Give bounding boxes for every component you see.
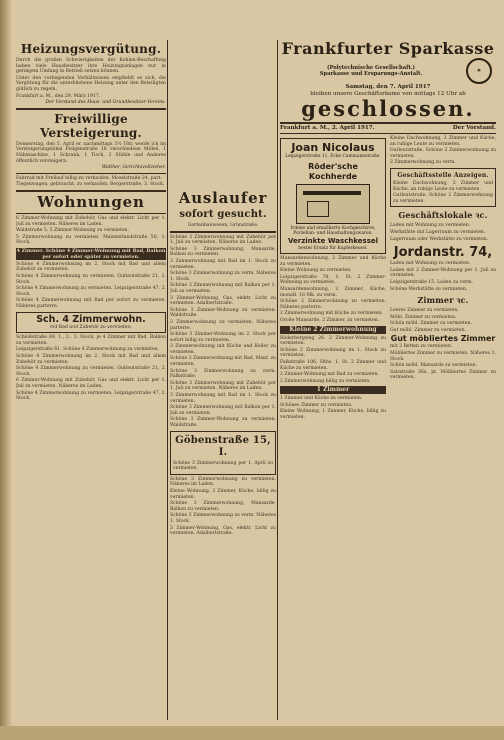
col-a-more-1: Röderbergweg 26. 2 Zimmer-Wohnung zu vermieten. [280,335,386,347]
nicolaus-name: Joan Nicolaus [291,141,375,154]
col-b-more-1: Laden mit Wohnung zu vermieten. [390,223,471,229]
col-a-1: Mansardenwohnung, 2 Zimmer und Küche zu vermieten. [280,256,386,267]
anzeigen-line-2: Gutleutstraße. Schöne 2 Zimmerwohnung zu vermieten. [393,193,493,204]
col-a-box2: 1 Zimmer [280,386,386,394]
datebar-left: Frankfurt a. M., 2. April 1917. [280,125,375,131]
middle-column [170,40,276,538]
col-b-tail-2: Leipzigerstraße 15. Laden zu verm. [390,279,474,285]
nicolaus-ad [280,138,386,254]
sparkasse-row [280,58,496,84]
col-a-5: Schöne 2 Zimmerwohnung zu vermieten. Näheres parterre. [280,299,386,310]
more-listing-2: Leipzigerstraße 61. Schöne 4 Zimmerwohnung zu vermieten. [16,347,160,353]
mid-final-4: Schöne 3 Zimmerwohnung zu verm. Näheres 1. Stock. [170,513,276,524]
mid-listing-6: 3 Zimmer-Wohnung, Gas, elektr. Licht zu vermieten. Adalbertstraße. [170,295,276,307]
divider [16,108,166,110]
box-ad-title: Sch. 4 Zimmerwohn. [36,313,146,325]
auction-signature: Walther, Gerichtsvollzieher. [101,165,166,171]
datebar-right: Der Vorstand. [452,125,496,131]
sparkasse-note: bleiben unsere Geschäftsräume von mittags 12 Uhr ab [310,91,466,97]
anzeigen-box [390,168,496,207]
col-a-box: Kleine 2 Zimmerwohnung [280,326,386,334]
col-a-7: Große Mansarde, 2 Zimmer, zu vermieten. [280,317,380,323]
col-a-more-3: Falkstraße 106, Hths. 1. St. 2 Zimmer und Küche zu vermieten. [280,359,386,371]
col-b-tail-3: Schöne Werkstätte zu vermieten. [390,286,468,292]
col-b-more-2: Werkstätte mit Lagerraum zu vermieten. [390,229,486,235]
col-b-zimmer-3: Schön möbl. Zimmer zu vermieten. [390,321,472,327]
col-b-zimmer-2: Möbl. Zimmer zu vermieten. [390,314,457,320]
nicolaus-product: Röder'sche Kochherde [308,161,358,181]
mid-listing-16: Schöne 3 Zimmer-Wohnung zu vermieten. Waldstraße. [170,417,276,428]
gut-sub: mit 2 Betten zu vermieten. [390,344,453,350]
heating-paragraph-3: Frankfurt a. M., den 29. März 1917. [16,93,101,99]
divider [16,190,166,192]
listing-repeat-3: 6 Zimmer-Wohnung mit Zubehör, Gas und elektr. Licht per 1. Juli zu vermieten. Näheres im Laden. [16,378,166,389]
sparkasse-sub: (Polytechnische Gesellschaft.) [327,65,415,71]
divider [170,231,276,233]
sparkasse-date: Samstag, den 7. April 1917 [345,84,431,90]
col-a-tail-3: Kleine Wohnung, 1 Zimmer, Küche, billig zu vermieten. [280,409,386,421]
col-a-2: Kleine Wohnung zu vermieten. [280,268,352,274]
col-b-1: Kleine Dachwohnung, 2 Zimmer und Küche, an ruhige Leute zu vermieten. [390,136,496,147]
section-bar-4-zimmer: 4 Zimmer. Schöne 4 Zimmer-Wohnung mit Bad, Balkon per sofort oder später zu vermieten. [16,247,166,260]
col-b-tail-1: Laden mit 2 Zimmer-Wohnung per 1. Juli zu vermieten. [390,267,496,279]
col-a-more-4: 2 Zimmer-Wohnung mit Bad zu vermieten. [280,372,379,378]
goeben-box [170,431,276,475]
mid-listing-11: Schöne 3 Zimmerwohnung mit Bad, Manf. zu vermieten. [170,356,276,368]
col-a-6: 2 Zimmerwohnung mit Küche zu vermieten. [280,311,383,317]
wohnungen-heading: Wohnungen [37,192,145,211]
more-listing-1: Schloßstraße 89, 1., 2., 3. Stock, je 4 Zimmer mit Bad, Balkon zu vermieten. [16,335,166,346]
mid-listing-1: Schöne 3 Zimmerwohnung mit Zubehör per 1. Juli zu vermieten. Näheres im Laden. [170,234,276,246]
box-ad-4-zimmer [16,312,166,334]
listing-8: Schöne 4 Zimmerwohnung mit Bad per sofort zu vermieten. Näheres parterre. [16,298,166,310]
small-ad-1: Fahrrad mit Freilauf billig zu verkaufen. Moselstraße 24, part. [16,175,162,181]
auction-text: Donnerstag, den 5. April er. nachmittags 3½ Uhr, werde ich im Versteigerungslokal Feilgenstraße 18 verschiedene Möbel, 1 Nähmaschine, 1 Schrank, 1 Tisch, 2 Stühle und Anderes öffentlich versteigern. [16,141,166,164]
listing-6: Schöne 4 Zimmerwohnung zu vermieten. Gutleutstraße 21, 2. Stock. [16,274,166,285]
mid-final-3: Schöne 3 Zimmerwohnung, Mansarde, Balkon zu vermieten. [170,501,276,512]
mid-listing-7: Schöne 3 Zimmer-Wohnung zu vermieten. Waldstraße. [170,307,276,319]
col-b-end-2: Schön möbl. Mansarde zu vermieten. [390,363,478,369]
col-a-more-2: Schöne 2 Zimmerwohnung im 1. Stock zu vermieten. [280,347,386,359]
jordanstr-sub: Laden mit Wohnung zu vermieten. [390,261,471,267]
page-bottom-band [0,726,504,740]
gut-heading: Gut möbliertes Zimmer [390,334,496,344]
mid-final-1: Schöne 3 Zimmerwohnung zu vermieten. Näheres im Laden. [170,476,276,488]
col-b-3: 2 Zimmerwohnung zu verm. [390,160,456,166]
auslaufer-text: Gartenbauwesen, Grünstraße. [187,223,259,228]
heating-paragraph-2: Unter den vorliegenden Verhältnissen empfiehlt es sich, die Vergütung für die unterbliebene Heizung unter den Beteiligten gütlich zu regeln. [16,75,166,92]
nicolaus-address: Leipzigerstraße 11, Ecke Cammannstraße. [285,154,381,159]
goeben-text: Schöne 3 Zimmerwohnung per 1. April zu vermieten. [173,460,273,472]
section-geschaeft: Geschäftslokale ꝛc. [398,210,488,221]
goeben-heading: Göbenstraße 15, I. [175,434,271,458]
sparkasse-closed: geschlossen. [301,96,475,121]
sparkasse-sub2: Sparkasse und Ersparungs-Anstalt. [319,71,423,77]
sparkasse-ad [280,40,496,120]
col-b-2: Gutleutstraße. Schöne 2 Zimmerwohnung zu vermieten. [390,148,496,159]
heating-signature: Der Vorstand des Haus- und Grundbesitzer-Vereins. [45,100,166,106]
mid-listing-13: Schöne 3 Zimmerwohnung mit Zubehör per 1. Juli zu vermieten. Näheres im Laden. [170,380,276,392]
nicolaus-tag-sub: bester Ersatz für Kupferkessel. [298,245,368,251]
listing-7: Schöne 4 Zimmerwohnung zu vermieten. Leipzigerstraße 47, 2. Stock. [16,286,166,297]
col-b-end-1: Möbliertes Zimmer zu vermieten. Näheres 1. Stock. [390,351,496,362]
auction-heading: Freiwillige Versteigerung. [40,111,142,140]
mid-listing-15: Schöne 3 Zimmerwohnung mit Balkon per 1. Juli zu vermieten. [170,405,276,416]
sparkasse-title [280,40,496,58]
stove-illustration-icon [296,184,370,224]
listing-repeat-2: Schöne 4 Zimmerwohnung zu vermieten. Gutleutstraße 21, 2. Stock. [16,366,166,377]
col-b-end-3: Salzstraße 36a, pt. Möbliertes Zimmer zu vermieten. [390,369,496,381]
mid-listing-8: 3 Zimmerwohnung zu vermieten. Näheres parterre. [170,319,276,331]
mid-listing-10: 3 Zimmerwohnung mit Küche und Keller zu vermieten. [170,344,276,355]
mid-listing-3: 3 Zimmerwohnung mit Bad im 1. Stock zu vermieten. [170,258,276,270]
auslaufer-sub: sofort gesucht. [179,209,267,220]
right-col-b [390,136,496,422]
right-col-a [280,136,386,422]
listing-2: Waldstraße 5. 5 Zimmer-Wohnung zu vermieten. [16,228,129,234]
page-edge-shadow [0,0,12,740]
column-rule-2 [277,40,278,720]
mid-listing-5: Schöne 3 Zimmerwohnung mit Balkon per 1. Juli zu vermieten. [170,283,276,294]
right-column [280,40,496,422]
anzeigen-heading: Geschäftsstelle Anzeigen. [397,171,489,179]
small-ad-2: Tiegenwagen, gebraucht, zu verkaufen. Bergerstraße, 3. Stock. [16,182,165,188]
col-a-4: Mansardenwohnung, 2 Zimmer, Küche, monatl. 18 Mk. zu verm. [280,286,386,298]
mid-final-5: 3 Zimmer-Wohnung, Gas, elektr. Licht zu vermieten. Adalbertstraße. [170,525,276,537]
col-a-more-5: 2 Zimmerwohnung billig zu vermieten. [280,378,371,384]
jordanstr-heading: Jordanstr. 74, [393,245,493,261]
col-a-tail-2: Schönes Zimmer zu vermieten. [280,402,353,408]
nicolaus-tag: Verzinkte Waschkessel [287,236,379,245]
section-zimmer: Zimmer ꝛc. [417,295,469,306]
nicolaus-note: Irdene und emaillierte Kochgeschirre, Porzellan- und Haushaltungswaren. [290,225,376,236]
divider [16,213,166,214]
mid-listing-14: 3 Zimmerwohnung mit Bad im 1. Stock zu vermieten. [170,393,276,404]
listing-5: Schöne 4 Zimmerwohnung im 2. Stock mit Bad und allem Zubehör zu vermieten. [16,261,166,273]
listing-repeat-1: Schöne 4 Zimmerwohnung im 2. Stock mit Bad und allem Zubehör zu vermieten. [16,354,166,365]
anzeigen-line-1: Kleine Dachwohnung, 2 Zimmer und Küche, an ruhige Leute zu vermieten. [393,180,493,192]
heating-paragraph-1: Durch die großen Schwierigkeiten der Kohlen-Beschaffung haben viele Hausbesitzer ihre Heizungsanlagen nur in geringem Umfang in Betrieb setzen können. [16,58,166,75]
sparkasse-datebar [280,122,496,134]
mid-listing-12: Schöne 3 Zimmerwohnung zu verm. Falkstraße. [170,368,276,380]
col-b-zimmer-4: Gut möbl. Zimmer zu vermieten. [390,327,467,333]
mid-listing-9: Schöne 3 Zimmer-Wohnung im 2. Stock per sofort billig zu vermieten. [170,332,276,343]
listing-3: 5 Zimmerwohnung zu vermieten. Mainzerlandstraße 50, 1. Stock. [16,234,166,246]
col-b-zimmer-1: Leeres Zimmer zu vermieten. [390,308,459,314]
mid-listing-4: Schöne 3 Zimmerwohnung zu verm. Näheres 1. Stock. [170,271,276,282]
box-ad-sub: mit Bad und Zubehör zu vermieten. [49,324,133,330]
listing-repeat-4: Schöne 4 Zimmerwohnung zu vermieten. Leipzigerstraße 47, 2. Stock. [16,390,166,402]
sparkasse-title-text: Frankfurter Sparkasse [281,40,495,58]
left-column [16,40,166,403]
col-a-3: Leipzigerstraße 78, 1. St. 2 Zimmer-Wohnung zu vermieten. [280,274,386,286]
sparkasse-emblem-icon: ✶ [466,58,492,84]
mid-final-2: Kleine Wohnung, 2 Zimmer, Küche, billig zu vermieten. [170,488,276,500]
listing-1: 6 Zimmer-Wohnung mit Zubehör, Gas und elektr. Licht per 1. Juli zu vermieten. Näheres im Laden. [16,215,166,227]
divider [16,173,166,174]
column-rule-1 [167,40,168,720]
col-a-tail-1: 1 Zimmer und Küche zu vermieten. [280,396,363,402]
right-two-columns [280,136,496,422]
heating-heading: Heizungsvergütung. [20,42,162,56]
col-b-more-3: Lagerraum oder Werkstätte zu vermieten. [390,236,489,242]
mid-listing-2: Schöne 3 Zimmerwohnung, Mansarde, Balkon zu vermieten. [170,246,276,258]
auslaufer-heading: Auslaufer [178,189,268,207]
